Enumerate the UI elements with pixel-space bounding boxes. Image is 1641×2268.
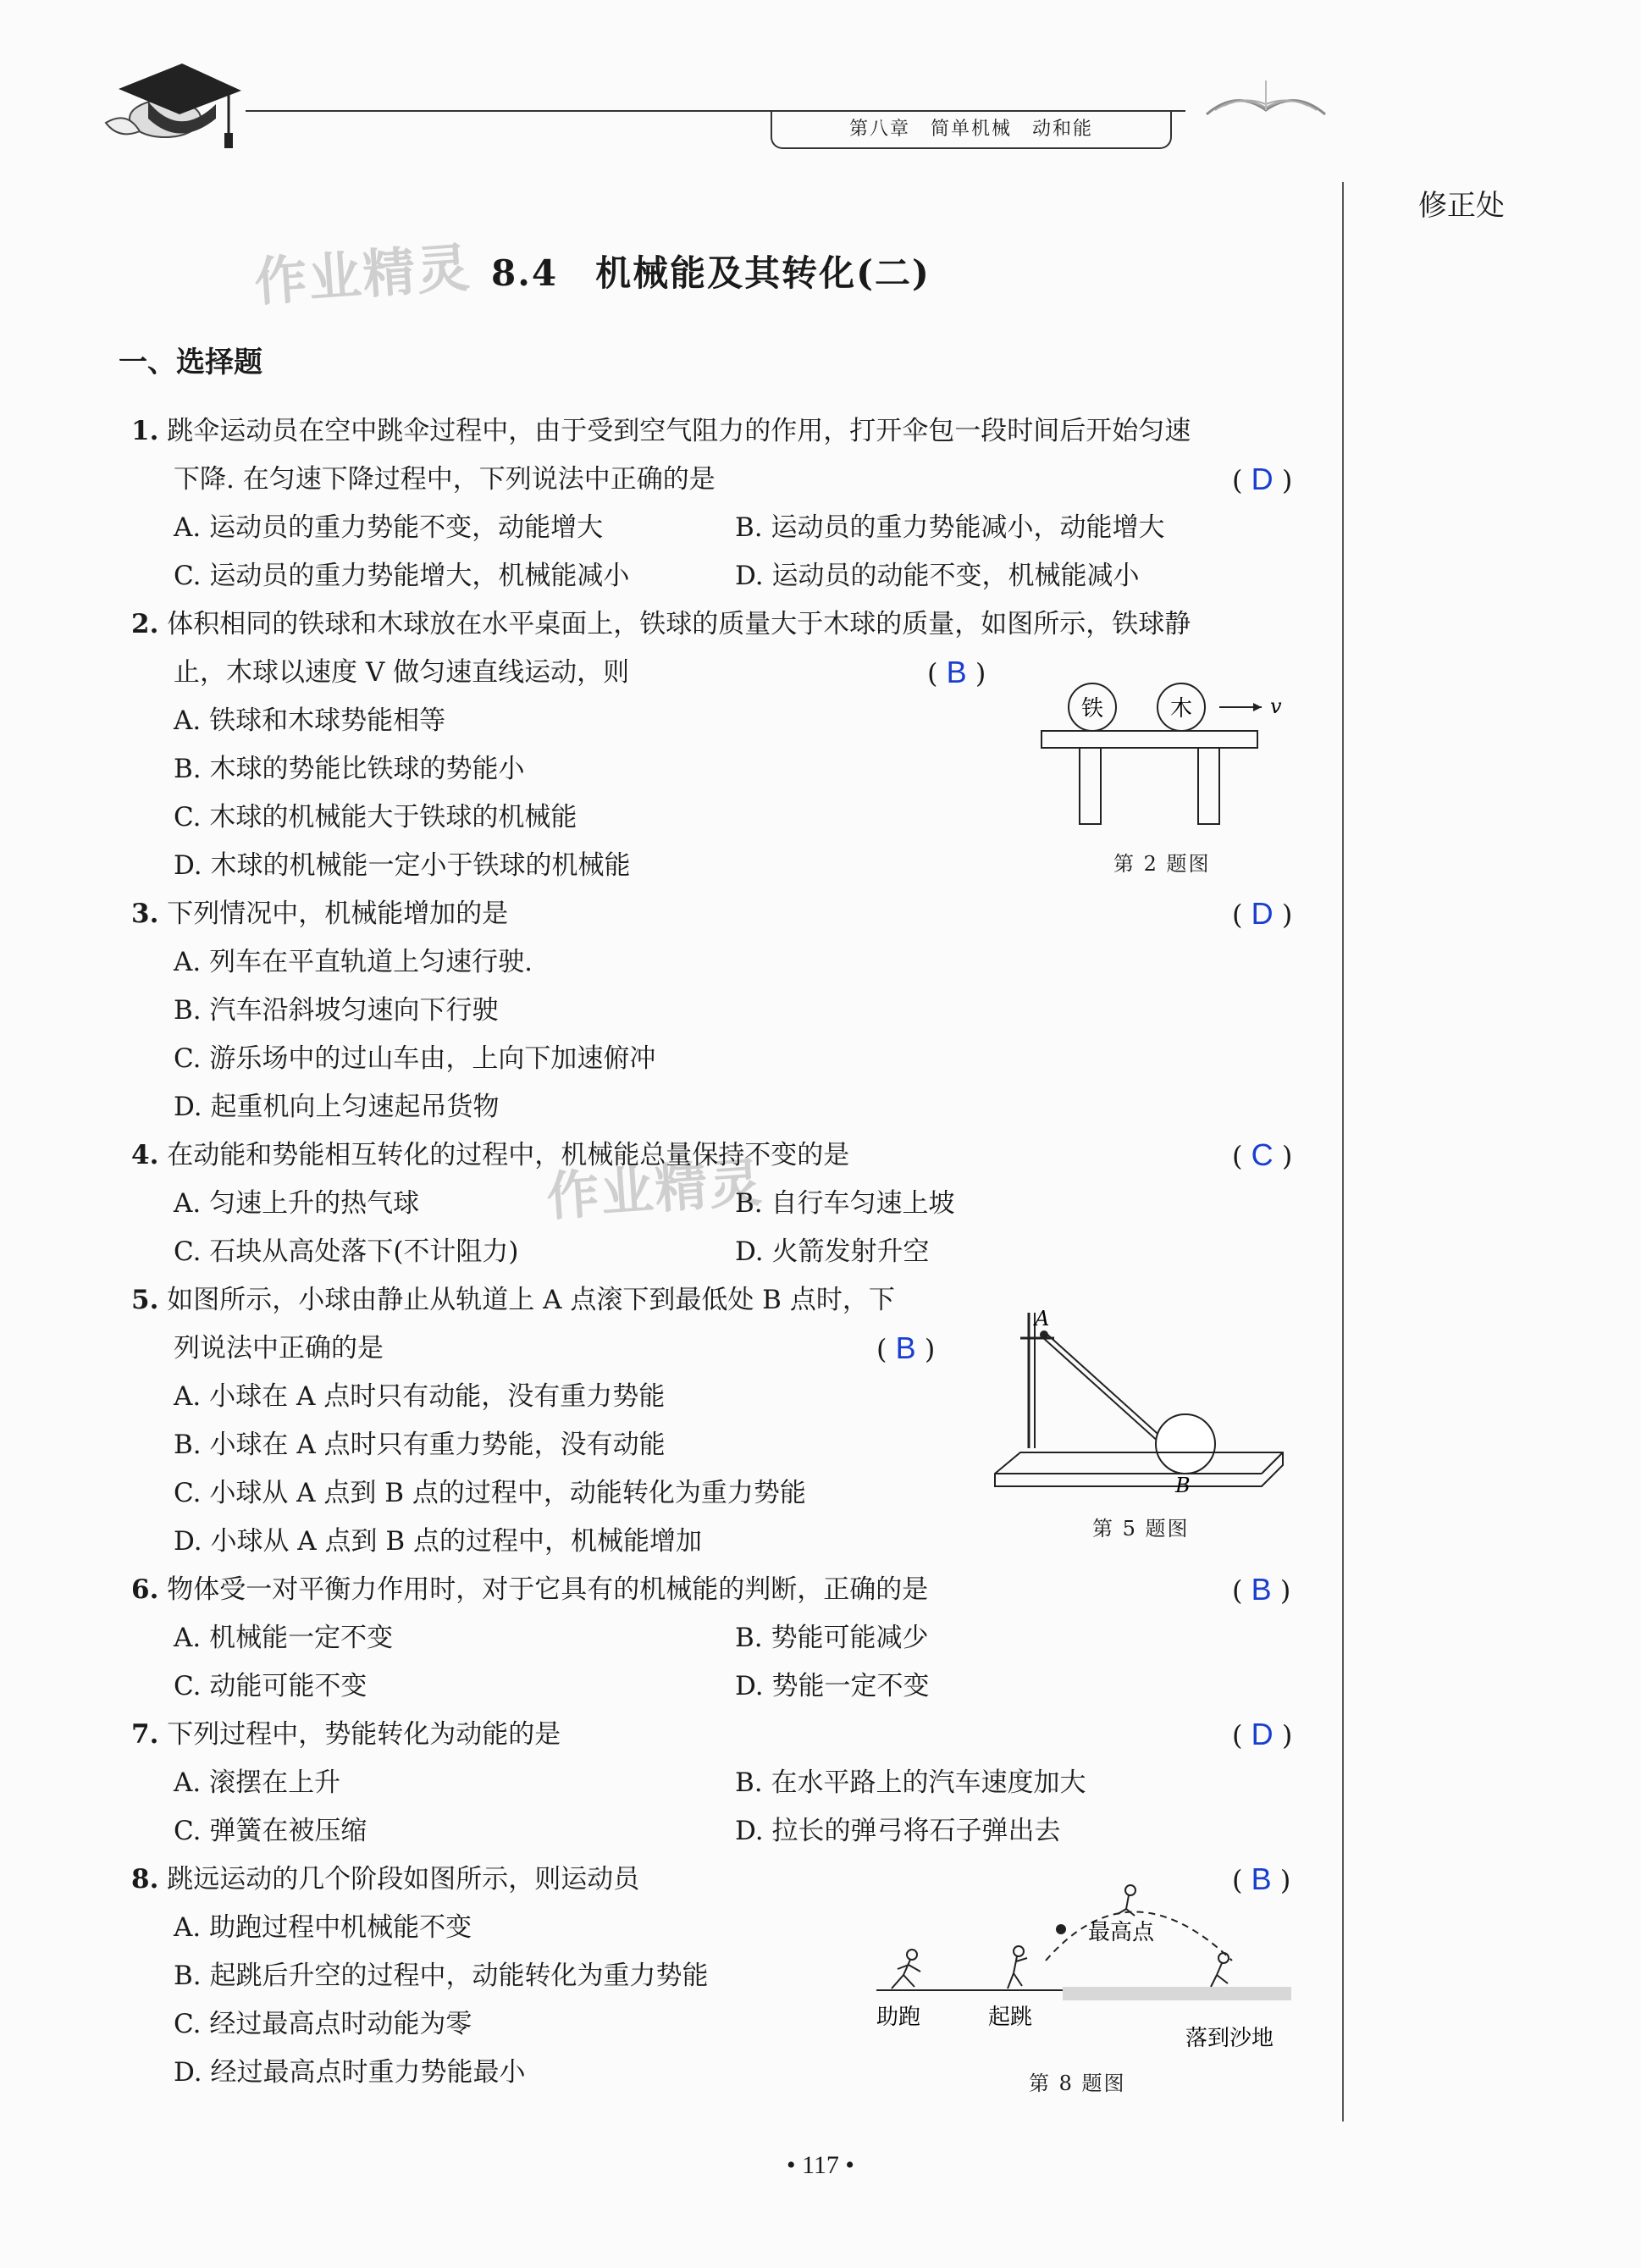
option: D. 小球从 A 点到 B 点的过程中，机械能增加: [174, 1526, 703, 1557]
question-text: 在动能和势能相互转化的过程中，机械能总量保持不变的是: [167, 1140, 850, 1170]
answer-slot: ( D ): [1232, 1717, 1293, 1751]
answer-slot: ( B ): [876, 1330, 936, 1365]
base-board: [995, 1452, 1283, 1486]
option: C. 小球从 A 点到 B 点的过程中，动能转化为重力势能: [174, 1478, 806, 1508]
iron-ball-label: 铁: [1080, 696, 1104, 722]
question-number: 2.: [131, 609, 159, 639]
question-number: 3.: [131, 899, 159, 929]
option: D. 势能一定不变: [735, 1671, 930, 1701]
question-text: 如图所示，小球由静止从轨道上 A 点滚下到最低处 B 点时，下: [167, 1285, 895, 1315]
answer-slot: ( B ): [1232, 1861, 1291, 1896]
question-text: 下降. 在匀速下降过程中，下列说法中正确的是: [174, 464, 716, 495]
watermark-logo: 作业精灵: [252, 236, 473, 313]
wood-ball-label: 木: [1169, 696, 1193, 722]
answer-choice: B: [1251, 1861, 1272, 1896]
table-leg: [1198, 748, 1219, 824]
point-a-label: A: [1035, 1307, 1050, 1330]
answer-choice: B: [946, 655, 967, 689]
figure-q5-ramp: [991, 1304, 1296, 1499]
option: C. 运动员的重力势能增大，机械能减小: [174, 561, 630, 591]
answer-choice: B: [1251, 1572, 1272, 1607]
land-label: 落到沙地: [1185, 2026, 1274, 2051]
option: B. 自行车匀速上坡: [735, 1188, 955, 1219]
page-number: • 117 •: [787, 2151, 854, 2179]
figure-caption: 第 5 题图: [1092, 1517, 1190, 1541]
chapter-heading: 第八章 简单机械 动和能: [771, 112, 1172, 149]
velocity-label: v: [1270, 694, 1282, 718]
question-text: 下列情况中，机械能增加的是: [167, 899, 509, 929]
option: A. 助跑过程中机械能不变: [174, 1912, 472, 1943]
figure-caption: 第 2 题图: [1113, 852, 1211, 876]
landing-figure: [1211, 1953, 1229, 1987]
option: B. 势能可能减少: [735, 1623, 929, 1653]
option: A. 滚摆在上升: [174, 1767, 341, 1798]
sand-pit: [1063, 1987, 1291, 2000]
ball-at-a: [1040, 1330, 1048, 1339]
figure-caption: 第 8 题图: [1029, 2072, 1126, 2095]
answer-slot: ( C ): [1232, 1137, 1293, 1172]
question-number: 1.: [131, 416, 159, 446]
option: A. 小球在 A 点时只有动能，没有重力势能: [174, 1381, 666, 1412]
answer-slot: ( D ): [1232, 896, 1293, 931]
jump-label: 起跳: [988, 2005, 1033, 2030]
answer-choice: D: [1251, 1717, 1274, 1751]
answer-choice: D: [1251, 462, 1274, 496]
question-text: 跳伞运动员在空中跳伞过程中，由于受到空气阻力的作用，打开伞包一段时间后开始匀速: [167, 416, 1191, 446]
section-heading: 一、选择题: [119, 346, 262, 379]
option: C. 动能可能不变: [174, 1671, 367, 1701]
option: C. 木球的机械能大于铁球的机械能: [174, 802, 577, 833]
open-book-icon: [1202, 72, 1329, 123]
figure-q2-table: [1037, 678, 1291, 830]
question-text: 跳远运动的几个阶段如图所示，则运动员: [167, 1864, 640, 1895]
question-number: 7.: [131, 1719, 159, 1750]
option: C. 经过最高点时动能为零: [174, 2009, 472, 2039]
correction-label: 修正处: [1418, 189, 1505, 223]
question-6: [131, 1572, 928, 1607]
option: B. 在水平路上的汽车速度加大: [735, 1767, 1086, 1798]
question-text: 止，木球以速度 V 做匀速直线运动，则: [174, 657, 630, 688]
question-1: [131, 413, 1191, 449]
question-7: [131, 1717, 561, 1752]
answer-slot: ( B ): [927, 655, 986, 689]
answer-slot: ( B ): [1232, 1572, 1291, 1607]
question-text: 列说法中正确的是: [174, 1333, 384, 1364]
option: A. 铁球和木球势能相等: [174, 705, 446, 736]
option: B. 运动员的重力势能减小，动能增大: [735, 512, 1165, 543]
option: B. 木球的势能比铁球的势能小: [174, 754, 525, 784]
lesson-title: 8.4 机械能及其转化(二): [491, 252, 931, 294]
answer-choice: B: [895, 1330, 916, 1365]
option: B. 汽车沿斜坡匀速向下行驶: [174, 995, 499, 1026]
question-text: 下列过程中，势能转化为动能的是: [167, 1719, 561, 1750]
ball: [1156, 1414, 1215, 1474]
option: A. 匀速上升的热气球: [174, 1188, 420, 1219]
option: D. 起重机向上匀速起吊货物: [174, 1092, 500, 1122]
question-number: 5.: [131, 1285, 159, 1315]
option: A. 运动员的重力势能不变，动能增大: [174, 512, 604, 543]
option: B. 小球在 A 点时只有重力势能，没有动能: [174, 1430, 666, 1460]
point-b-label: B: [1175, 1474, 1191, 1497]
question-number: 4.: [131, 1140, 159, 1170]
answer-slot: ( D ): [1232, 462, 1293, 496]
watermark-logo: 作业精灵: [544, 1151, 765, 1228]
table-leg: [1080, 748, 1101, 824]
peak-label: 最高点: [1088, 1920, 1155, 1945]
question-text: 体积相同的铁球和木球放在水平桌面上，铁球的质量大于木球的质量，如图所示，铁球静: [167, 609, 1191, 639]
option: A. 列车在平直轨道上匀速行驶.: [174, 947, 533, 977]
answer-choice: D: [1251, 896, 1274, 931]
question-2: [131, 606, 1191, 642]
option: D. 火箭发射升空: [735, 1236, 930, 1267]
flying-figure: [1118, 1885, 1135, 1916]
question-8: [131, 1861, 639, 1897]
graduation-cap-icon: [102, 38, 246, 148]
jumper-figure: [1008, 1946, 1027, 1989]
question-number: 6.: [131, 1574, 159, 1605]
question-text: 物体受一对平衡力作用时，对于它具有的机械能的判断，正确的是: [167, 1574, 929, 1605]
option: D. 运动员的动能不变，机械能减小: [735, 561, 1140, 591]
run-label: 助跑: [876, 2005, 921, 2030]
option: C. 游乐场中的过山车由，上向下加速俯冲: [174, 1043, 656, 1074]
option: A. 机械能一定不变: [174, 1623, 394, 1653]
takeoff-point: [1056, 1924, 1066, 1934]
option: C. 石块从高处落下(不计阻力): [174, 1236, 519, 1267]
correction-column-rule: [1342, 182, 1344, 2121]
figure-q8-long-jump: [876, 1880, 1300, 2058]
option: D. 经过最高点时重力势能最小: [174, 2057, 526, 2088]
question-3: [131, 896, 508, 932]
option: B. 起跳后升空的过程中，动能转化为重力势能: [174, 1961, 709, 1991]
option: D. 木球的机械能一定小于铁球的机械能: [174, 850, 631, 881]
answer-choice: C: [1251, 1137, 1274, 1172]
option: D. 拉长的弹弓将石子弹出去: [735, 1816, 1061, 1846]
question-number: 8.: [131, 1864, 159, 1895]
runner-figure: [892, 1950, 920, 1989]
option: C. 弹簧在被压缩: [174, 1816, 367, 1846]
question-5: [131, 1282, 895, 1318]
table-top: [1042, 731, 1257, 748]
question-4: [131, 1137, 849, 1173]
